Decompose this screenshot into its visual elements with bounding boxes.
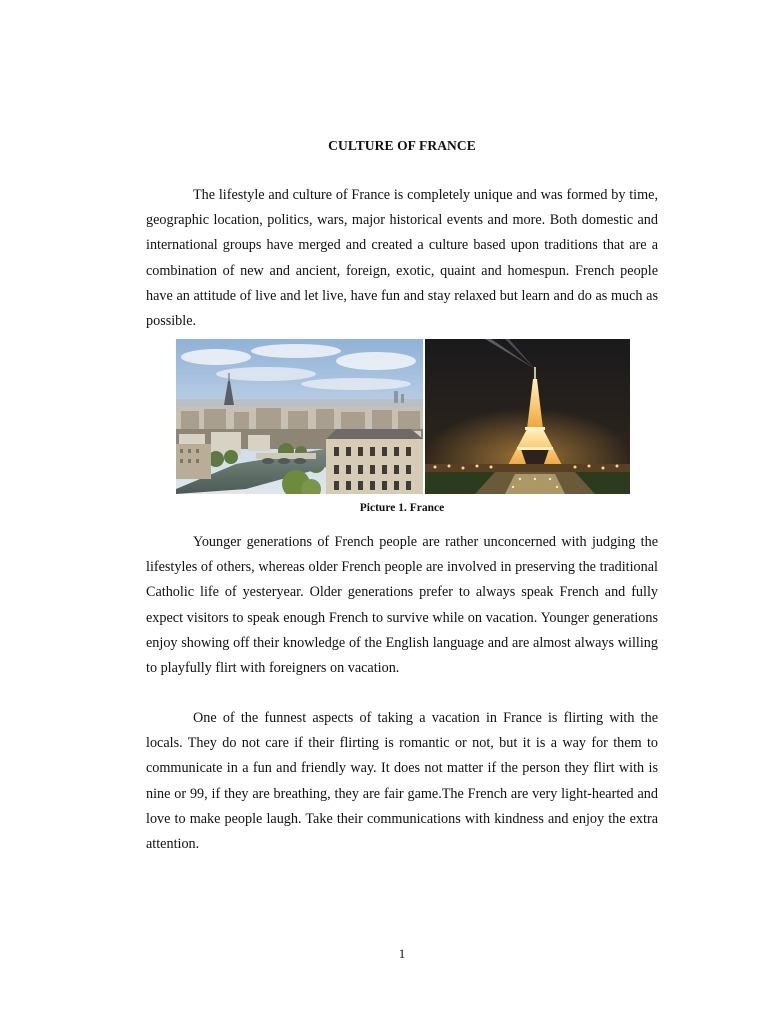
paragraph-intro: The lifestyle and culture of France is completely unique and was formed by time, geographic location, politics, wars, major historical events and more. Both domestic and international groups have merged and created a culture based upon traditions that are a combination of new and ancient, foreign, exotic, quaint and homespun. French people have an attitude of live and let live, have fun and stay relaxed but learn and do as much as possible. xyxy=(146,187,658,330)
document-title: CULTURE OF FRANCE xyxy=(328,138,476,153)
page-number: 1 xyxy=(398,946,406,961)
figure-caption: Picture 1. France xyxy=(359,502,445,514)
paragraph-flirting: One of the funnest aspects of taking a vacation in France is flirting with the locals. They do not care if their flirting is romantic or not, but it is a way for them to communicate in a fun and friendly way. It does not matter if the person they flirt with is nine or 99, if they are breathing, they are fair game.The French are very light-hearted and love to make people laugh. Take their communications with kindness and enjoy the extra attention. xyxy=(146,710,658,853)
paris-skyline-photo xyxy=(176,339,423,494)
figure-france xyxy=(176,339,630,494)
eiffel-tower-night-photo xyxy=(425,339,630,494)
paragraph-generations: Younger generations of French people are rather unconcerned with judging the lifestyles of others, whereas older French people are involved in preserving the traditional Catholic life of yesteryear. Older generations prefer to always speak French and fully expect visitors to speak enough French to survive while on vacation. Younger generations enjoy showing off their knowledge of the English language and are almost always willing to playfully flirt with foreigners on vacation. xyxy=(146,534,658,677)
